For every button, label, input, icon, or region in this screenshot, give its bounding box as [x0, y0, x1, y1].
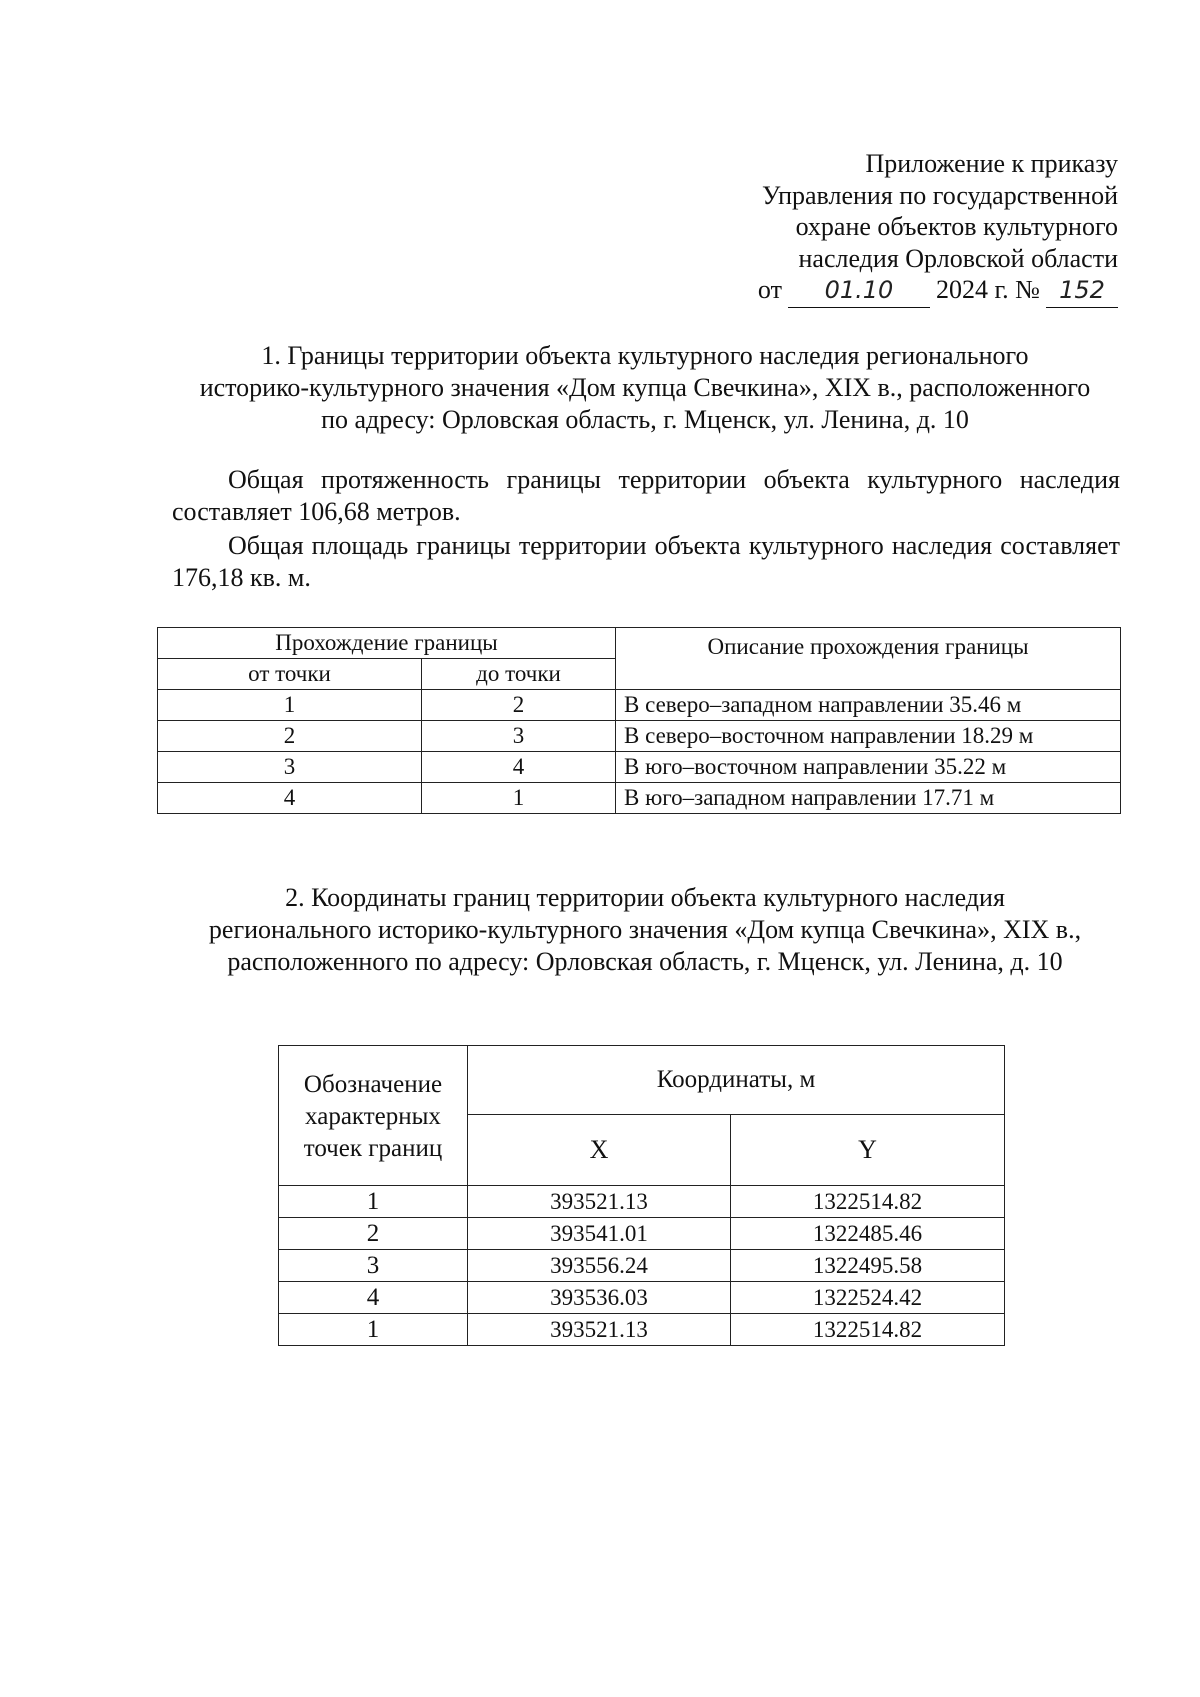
- total-length-paragraph: Общая протяженность границы территории объекта культурного наследия составляет 106,68 метров.: [172, 465, 1120, 526]
- section-1-title-line-3: по адресу: Орловская область, г. Мценск, ул. Ленина, д. 10: [321, 405, 969, 434]
- table-row: [158, 752, 1121, 783]
- handwritten-date: 01.10: [788, 275, 930, 308]
- from-point-cell: 3: [158, 752, 422, 783]
- to-point-cell: 1: [422, 783, 616, 814]
- handwritten-number: 152: [1046, 275, 1118, 308]
- total-area-paragraph: Общая площадь границы территории объекта культурного наследия составляет 176,18 кв. м.: [172, 531, 1120, 592]
- header-x: X: [468, 1115, 731, 1186]
- y-coordinate-cell: 1322485.46: [731, 1218, 1005, 1250]
- table-row: [279, 1186, 1005, 1218]
- point-cell: 3: [279, 1250, 468, 1282]
- y-coordinate-cell: 1322495.58: [731, 1250, 1005, 1282]
- point-cell: 4: [279, 1282, 468, 1314]
- section-2-title: [160, 882, 1130, 978]
- x-coordinate-cell: 393521.13: [468, 1314, 731, 1346]
- header-point-designation: Обозначение характерных точек границ: [279, 1046, 468, 1186]
- table-row: [279, 1250, 1005, 1282]
- table-row: [279, 1218, 1005, 1250]
- year-number-label: 2024 г. №: [935, 275, 1040, 304]
- boundary-passage-table: [157, 627, 1121, 814]
- table-row: [279, 1282, 1005, 1314]
- x-coordinate-cell: 393556.24: [468, 1250, 731, 1282]
- header-boundary-passage: Прохождение границы: [158, 628, 616, 659]
- header-y: Y: [731, 1115, 1005, 1186]
- table-row: [158, 690, 1121, 721]
- x-coordinate-cell: 393521.13: [468, 1186, 731, 1218]
- y-coordinate-cell: 1322524.42: [731, 1282, 1005, 1314]
- table-row: [158, 783, 1121, 814]
- header-to-point: до точки: [422, 659, 616, 690]
- section-1-title-line-2: историко-культурного значения «Дом купца Свечкина», XIX в., расположенного: [199, 373, 1091, 402]
- header-boundary-description: Описание прохождения границы: [616, 628, 1121, 690]
- section-2-title-line-3: расположенного по адресу: Орловская область, г. Мценск, ул. Ленина, д. 10: [227, 947, 1063, 976]
- description-cell: В юго–западном направлении 17.71 м: [616, 783, 1121, 814]
- from-label: от: [757, 275, 782, 304]
- coordinates-table: [278, 1045, 1005, 1346]
- table-row: [279, 1314, 1005, 1346]
- header-date-line: [758, 274, 1118, 308]
- header-line-2: Управления по государственной: [761, 180, 1118, 210]
- description-cell: В северо–восточном направлении 18.29 м: [616, 721, 1121, 752]
- x-coordinate-cell: 393541.01: [468, 1218, 731, 1250]
- x-coordinate-cell: 393536.03: [468, 1282, 731, 1314]
- table-header-row: [279, 1046, 1005, 1115]
- description-cell: В северо–западном направлении 35.46 м: [616, 690, 1121, 721]
- header-line-1: Приложение к приказу: [865, 149, 1118, 178]
- section-2-title-line-2: регионального историко-культурного значения «Дом купца Свечкина», XIX в.,: [208, 915, 1082, 944]
- table-row: [158, 721, 1121, 752]
- section-1-title: [160, 340, 1130, 436]
- to-point-cell: 4: [422, 752, 616, 783]
- header-line-3: охране объектов культурного: [795, 212, 1118, 241]
- description-cell: В юго–восточном направлении 35.22 м: [616, 752, 1121, 783]
- from-point-cell: 4: [158, 783, 422, 814]
- section-1-title-line-1: 1. Границы территории объекта культурного наследия регионального: [261, 341, 1029, 370]
- to-point-cell: 3: [422, 721, 616, 752]
- header-line-4: наследия Орловской области: [798, 243, 1118, 273]
- point-cell: 1: [279, 1186, 468, 1218]
- point-cell: 2: [279, 1218, 468, 1250]
- appendix-header: [758, 148, 1118, 308]
- table-header-row: [158, 628, 1121, 659]
- from-point-cell: 1: [158, 690, 422, 721]
- point-cell: 1: [279, 1314, 468, 1346]
- to-point-cell: 2: [422, 690, 616, 721]
- y-coordinate-cell: 1322514.82: [731, 1186, 1005, 1218]
- header-coordinates: Координаты, м: [468, 1046, 1005, 1115]
- section-2-title-line-1: 2. Координаты границ территории объекта культурного наследия: [285, 883, 1005, 912]
- header-from-point: от точки: [158, 659, 422, 690]
- y-coordinate-cell: 1322514.82: [731, 1314, 1005, 1346]
- from-point-cell: 2: [158, 721, 422, 752]
